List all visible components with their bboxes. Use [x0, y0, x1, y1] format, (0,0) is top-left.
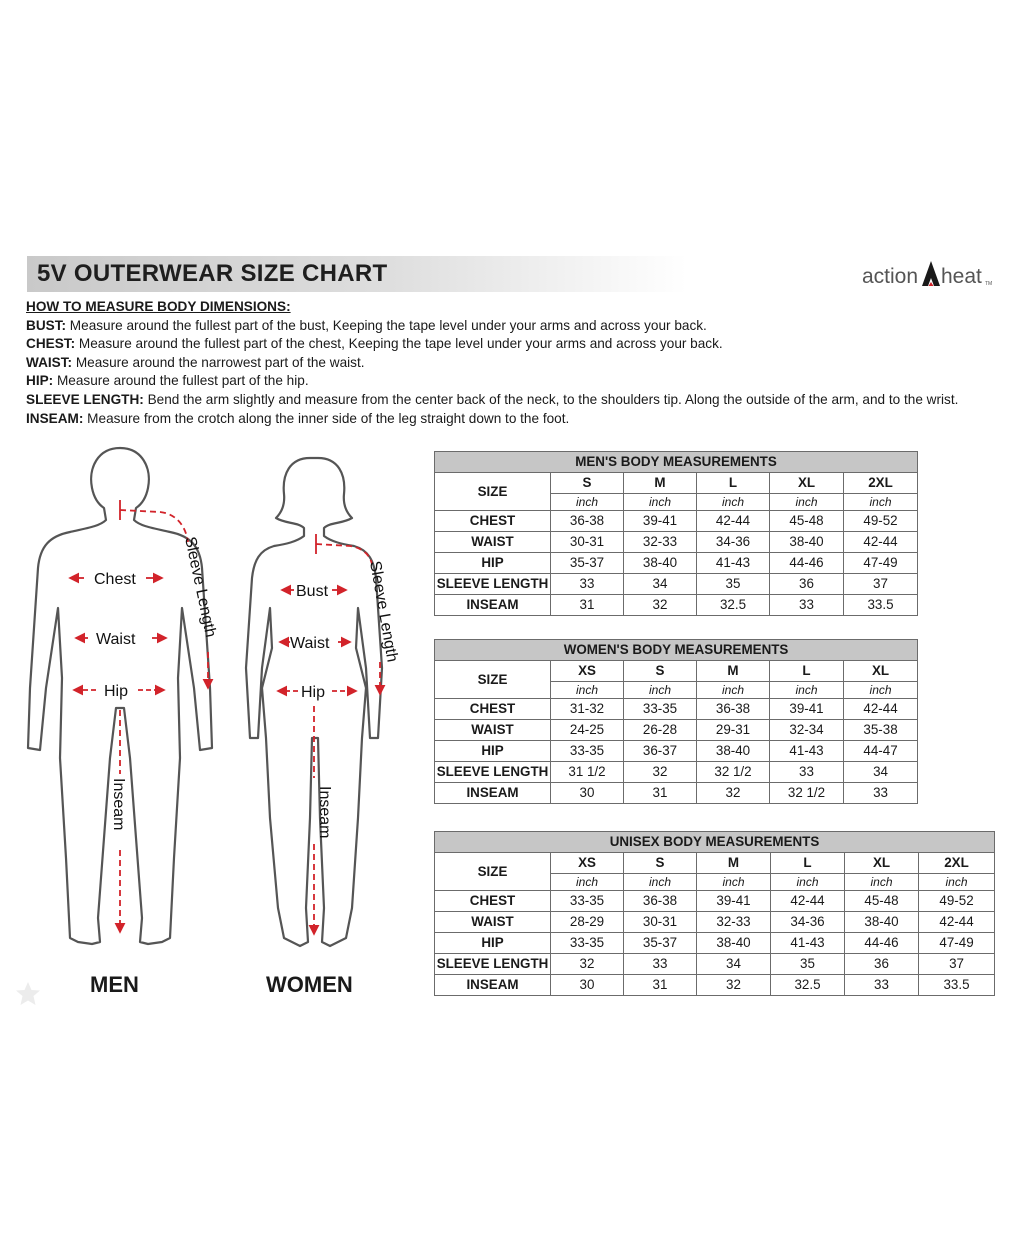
table-cell: 44-47	[844, 741, 918, 762]
men-unit: inch	[551, 494, 624, 511]
instruction-text: Measure around the fullest part of the bust, Keeping the tape level under your arms and across your back.	[66, 317, 707, 333]
table-cell: 31	[624, 783, 697, 804]
men-size-table	[434, 451, 918, 616]
body-figures-svg	[0, 438, 425, 1008]
table-cell: 42-44	[844, 699, 918, 720]
table-cell: 34	[844, 762, 918, 783]
body-figures	[0, 438, 425, 1008]
table-cell: 30-31	[624, 912, 697, 933]
table-cell: 26-28	[624, 720, 697, 741]
row-label: INSEAM	[435, 975, 551, 996]
table-cell: 33-35	[551, 891, 624, 912]
instruction-hip	[26, 372, 1006, 391]
women-size-table-wrap	[434, 639, 918, 804]
table-cell: 42-44	[771, 891, 845, 912]
women-size-head: XL	[844, 661, 918, 682]
table-cell: 35	[697, 574, 770, 595]
table-cell: 30-31	[551, 532, 624, 553]
unisex-table-caption: UNISEX BODY MEASUREMENTS	[435, 832, 995, 853]
men-size-head: L	[697, 473, 770, 494]
unisex-size-label: SIZE	[435, 853, 551, 891]
table-row	[435, 574, 918, 595]
table-cell: 37	[919, 954, 995, 975]
table-cell: 45-48	[845, 891, 919, 912]
table-cell: 38-40	[624, 553, 697, 574]
table-row	[435, 783, 918, 804]
logo-text-right: heat	[941, 265, 982, 288]
unisex-size-table	[434, 831, 995, 996]
table-cell: 44-46	[845, 933, 919, 954]
table-cell: 32.5	[771, 975, 845, 996]
table-cell: 32 1/2	[770, 783, 844, 804]
table-cell: 33-35	[551, 741, 624, 762]
title-banner	[27, 256, 687, 292]
table-row	[435, 912, 995, 933]
instructions-heading: HOW TO MEASURE BODY DIMENSIONS:	[26, 299, 291, 314]
table-row	[435, 741, 918, 762]
table-cell: 36	[770, 574, 844, 595]
table-cell: 35-38	[844, 720, 918, 741]
women-size-head: XS	[551, 661, 624, 682]
unisex-size-table-wrap	[434, 831, 995, 996]
unisex-size-head: L	[771, 853, 845, 874]
instruction-term: HIP:	[26, 373, 54, 389]
men-size-label: SIZE	[435, 473, 551, 511]
row-label: HIP	[435, 553, 551, 574]
table-cell: 39-41	[770, 699, 844, 720]
table-cell: 33	[845, 975, 919, 996]
men-chest-label: Chest	[94, 571, 136, 588]
men-waist-label: Waist	[96, 631, 136, 648]
men-size-head: M	[624, 473, 697, 494]
table-cell: 30	[551, 975, 624, 996]
men-figure-label: MEN	[90, 972, 139, 997]
table-cell: 37	[844, 574, 918, 595]
men-size-head: 2XL	[844, 473, 918, 494]
table-cell: 31 1/2	[551, 762, 624, 783]
table-cell: 34-36	[697, 532, 770, 553]
men-size-head: XL	[770, 473, 844, 494]
unisex-unit: inch	[771, 874, 845, 891]
table-row	[435, 933, 995, 954]
unisex-size-head: M	[697, 853, 771, 874]
instruction-term: INSEAM:	[26, 410, 84, 426]
table-cell: 45-48	[770, 511, 844, 532]
instruction-sleeve-length	[26, 391, 1006, 410]
table-row	[435, 511, 918, 532]
table-cell: 33	[770, 595, 844, 616]
row-label: WAIST	[435, 912, 551, 933]
table-cell: 42-44	[844, 532, 918, 553]
table-cell: 33	[551, 574, 624, 595]
table-cell: 42-44	[919, 912, 995, 933]
women-sleeve-path	[316, 544, 372, 564]
table-cell: 39-41	[624, 511, 697, 532]
table-cell: 32	[624, 595, 697, 616]
table-cell: 47-49	[919, 933, 995, 954]
unisex-unit: inch	[697, 874, 771, 891]
table-cell: 39-41	[697, 891, 771, 912]
unisex-size-head: S	[624, 853, 697, 874]
table-cell: 36-38	[551, 511, 624, 532]
table-cell: 49-52	[919, 891, 995, 912]
instruction-text: Measure around the fullest part of the chest, Keeping the tape level under your arms and across your back.	[75, 336, 723, 352]
unisex-size-head: XS	[551, 853, 624, 874]
table-cell: 35	[771, 954, 845, 975]
instruction-term: BUST:	[26, 317, 67, 333]
instruction-term: SLEEVE LENGTH:	[26, 391, 144, 407]
table-cell: 32-33	[624, 532, 697, 553]
women-size-table	[434, 639, 918, 804]
table-row	[435, 975, 995, 996]
table-cell: 44-46	[770, 553, 844, 574]
unisex-unit: inch	[919, 874, 995, 891]
table-cell: 33	[844, 783, 918, 804]
table-cell: 35-37	[551, 553, 624, 574]
women-unit: inch	[551, 682, 624, 699]
women-figure-label: WOMEN	[266, 972, 353, 997]
women-sleeve-label: Sleeve Length	[366, 559, 401, 664]
instruction-chest	[26, 335, 1006, 354]
table-cell: 41-43	[697, 553, 770, 574]
women-size-head: L	[770, 661, 844, 682]
row-label: WAIST	[435, 532, 551, 553]
brand-logo-graphic	[860, 258, 1000, 292]
row-label: CHEST	[435, 699, 551, 720]
unisex-unit: inch	[551, 874, 624, 891]
measure-instructions	[26, 298, 1006, 428]
men-sleeve-path	[120, 510, 188, 542]
instruction-text: Bend the arm slightly and measure from the center back of the neck, to the shoulders tip. Along the outside of the arm, and to the wrist.	[143, 391, 959, 407]
table-cell: 36	[845, 954, 919, 975]
women-unit: inch	[770, 682, 844, 699]
men-unit: inch	[770, 494, 844, 511]
instruction-text: Measure from the crotch along the inner side of the leg straight down to the foot.	[83, 410, 570, 426]
women-unit: inch	[624, 682, 697, 699]
women-hip-label: Hip	[301, 684, 326, 701]
table-cell: 38-40	[697, 741, 770, 762]
table-row	[435, 699, 918, 720]
table-cell: 35-37	[624, 933, 697, 954]
row-label: SLEEVE LENGTH	[435, 762, 551, 783]
table-cell: 33	[770, 762, 844, 783]
table-row	[435, 891, 995, 912]
women-measure-lines	[278, 534, 380, 934]
table-cell: 36-38	[624, 891, 697, 912]
women-waist-label: Waist	[290, 635, 330, 652]
men-size-table-wrap	[434, 451, 918, 616]
table-row	[435, 762, 918, 783]
men-unit: inch	[624, 494, 697, 511]
table-cell: 33.5	[844, 595, 918, 616]
women-size-head: M	[697, 661, 770, 682]
table-row	[435, 954, 995, 975]
table-cell: 32 1/2	[697, 762, 770, 783]
men-inseam-label: Inseam	[110, 778, 127, 831]
table-row	[435, 553, 918, 574]
men-sleeve-label: Sleeve Length	[181, 535, 219, 639]
table-cell: 28-29	[551, 912, 624, 933]
women-size-head: S	[624, 661, 697, 682]
table-cell: 31	[624, 975, 697, 996]
men-hip-label: Hip	[104, 683, 129, 700]
unisex-unit: inch	[624, 874, 697, 891]
table-row	[435, 595, 918, 616]
row-label: HIP	[435, 933, 551, 954]
table-cell: 24-25	[551, 720, 624, 741]
instruction-waist	[26, 354, 1006, 373]
table-cell: 33.5	[919, 975, 995, 996]
table-cell: 47-49	[844, 553, 918, 574]
men-unit: inch	[697, 494, 770, 511]
table-cell: 31-32	[551, 699, 624, 720]
unisex-unit: inch	[845, 874, 919, 891]
table-cell: 30	[551, 783, 624, 804]
table-cell: 49-52	[844, 511, 918, 532]
unisex-size-head: 2XL	[919, 853, 995, 874]
table-cell: 36-37	[624, 741, 697, 762]
table-cell: 34	[697, 954, 771, 975]
table-cell: 29-31	[697, 720, 770, 741]
table-cell: 32.5	[697, 595, 770, 616]
table-cell: 33	[624, 954, 697, 975]
logo-trademark: TM	[985, 281, 993, 287]
women-unit: inch	[697, 682, 770, 699]
women-silhouette	[246, 458, 382, 946]
table-cell: 32-34	[770, 720, 844, 741]
star-icon	[14, 980, 42, 1008]
table-row	[435, 532, 918, 553]
row-label: WAIST	[435, 720, 551, 741]
women-bust-label: Bust	[296, 583, 329, 600]
row-label: SLEEVE LENGTH	[435, 954, 551, 975]
table-cell: 41-43	[771, 933, 845, 954]
row-label: CHEST	[435, 511, 551, 532]
men-table-caption: MEN'S BODY MEASUREMENTS	[435, 452, 918, 473]
table-cell: 38-40	[845, 912, 919, 933]
table-row	[435, 720, 918, 741]
women-unit: inch	[844, 682, 918, 699]
women-table-caption: WOMEN'S BODY MEASUREMENTS	[435, 640, 918, 661]
table-cell: 33-35	[551, 933, 624, 954]
table-cell: 32-33	[697, 912, 771, 933]
table-cell: 32	[624, 762, 697, 783]
page-title: 5V OUTERWEAR SIZE CHART	[37, 260, 388, 287]
table-cell: 38-40	[770, 532, 844, 553]
row-label: SLEEVE LENGTH	[435, 574, 551, 595]
men-unit: inch	[844, 494, 918, 511]
table-cell: 32	[551, 954, 624, 975]
table-cell: 34-36	[771, 912, 845, 933]
instruction-bust	[26, 317, 1006, 336]
instruction-term: WAIST:	[26, 354, 73, 370]
row-label: HIP	[435, 741, 551, 762]
table-cell: 32	[697, 975, 771, 996]
women-inseam-label: Inseam	[316, 786, 333, 839]
row-label: INSEAM	[435, 595, 551, 616]
table-cell: 38-40	[697, 933, 771, 954]
table-cell: 36-38	[697, 699, 770, 720]
table-cell: 31	[551, 595, 624, 616]
table-cell: 41-43	[770, 741, 844, 762]
row-label: INSEAM	[435, 783, 551, 804]
women-size-label: SIZE	[435, 661, 551, 699]
instruction-term: CHEST:	[26, 336, 76, 352]
brand-logo	[860, 258, 1000, 292]
table-cell: 42-44	[697, 511, 770, 532]
instruction-inseam	[26, 410, 1006, 429]
men-size-head: S	[551, 473, 624, 494]
logo-text-left: action	[862, 265, 919, 288]
table-cell: 33-35	[624, 699, 697, 720]
table-cell: 32	[697, 783, 770, 804]
table-cell: 34	[624, 574, 697, 595]
unisex-size-head: XL	[845, 853, 919, 874]
instruction-text: Measure around the narrowest part of the waist.	[72, 354, 365, 370]
instruction-text: Measure around the fullest part of the hip.	[53, 373, 309, 389]
row-label: CHEST	[435, 891, 551, 912]
